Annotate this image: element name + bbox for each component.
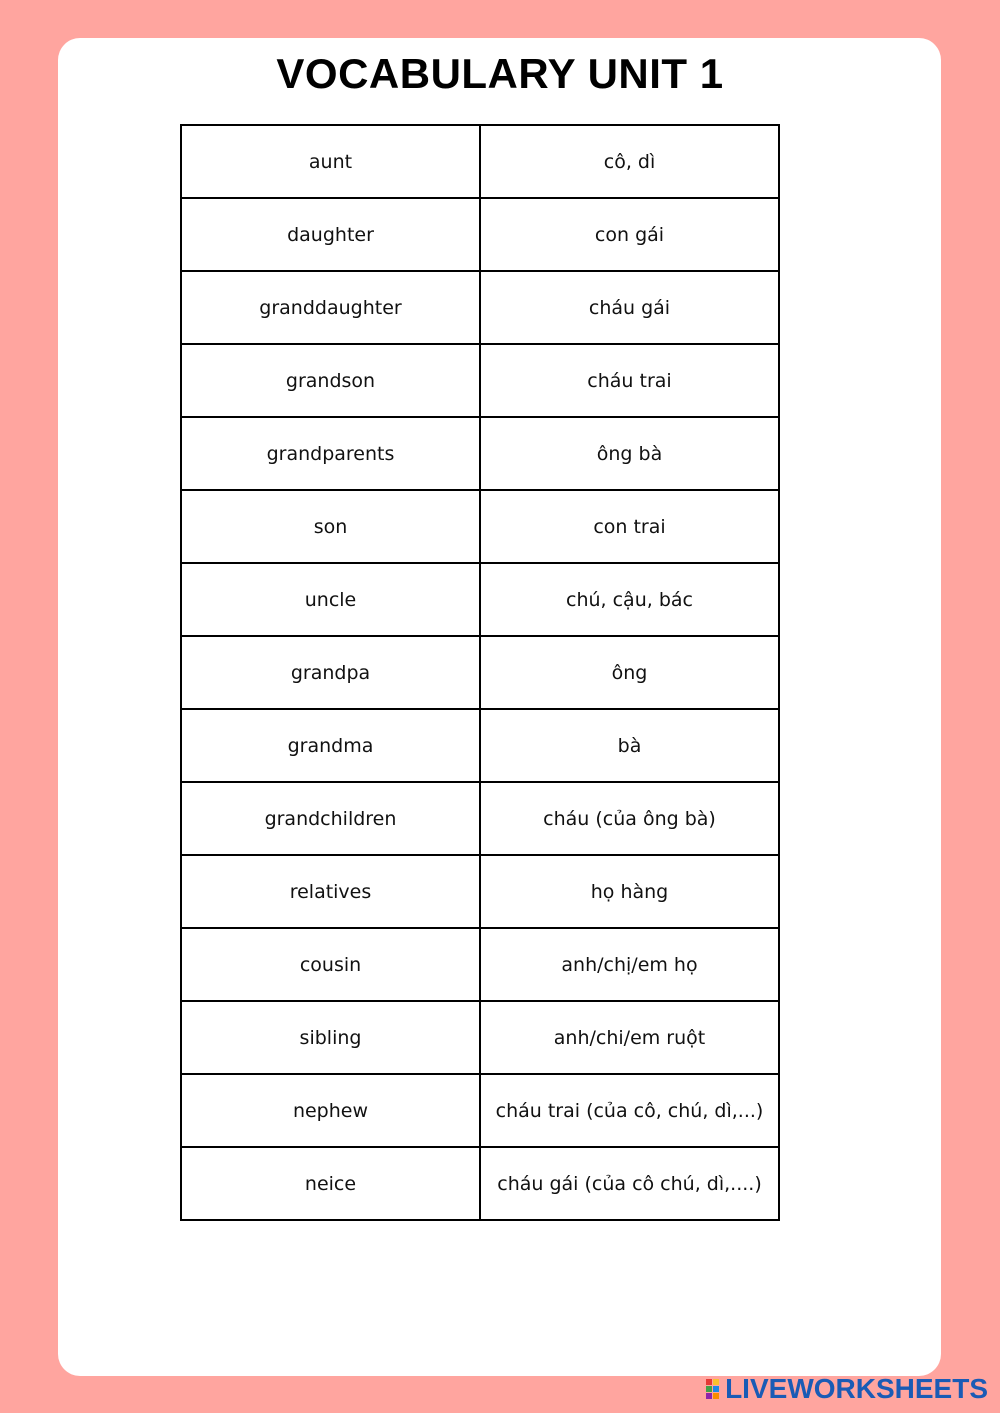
page-title: VOCABULARY UNIT 1 (276, 50, 724, 97)
english-word-cell: sibling (181, 1001, 480, 1074)
logo-square (713, 1393, 719, 1399)
english-word-cell: grandpa (181, 636, 480, 709)
liveworksheets-logo-icon (706, 1379, 719, 1399)
vietnamese-meaning-cell: anh/chi/em ruột (480, 1001, 779, 1074)
logo-square (706, 1386, 712, 1392)
logo-square (706, 1393, 712, 1399)
table-row (181, 928, 779, 1001)
brand-name: LIVEWORKSHEETS (725, 1373, 988, 1404)
table-row (181, 709, 779, 782)
table-row (181, 490, 779, 563)
vietnamese-meaning-cell: cô, dì (480, 125, 779, 198)
vietnamese-meaning-cell: cháu gái (của cô chú, dì,....) (480, 1147, 779, 1220)
table-row (181, 1001, 779, 1074)
english-word-cell: grandchildren (181, 782, 480, 855)
vietnamese-meaning-cell: ông (480, 636, 779, 709)
vietnamese-meaning-cell: bà (480, 709, 779, 782)
table-row (181, 271, 779, 344)
table-row (181, 125, 779, 198)
logo-square (706, 1379, 712, 1385)
english-word-cell: relatives (181, 855, 480, 928)
table-row (181, 1074, 779, 1147)
vietnamese-meaning-cell: anh/chị/em họ (480, 928, 779, 1001)
table-row (181, 636, 779, 709)
english-word-cell: son (181, 490, 480, 563)
vietnamese-meaning-cell: cháu gái (480, 271, 779, 344)
table-row (181, 782, 779, 855)
vietnamese-meaning-cell: ông bà (480, 417, 779, 490)
vietnamese-meaning-cell: chú, cậu, bác (480, 563, 779, 636)
table-row (181, 198, 779, 271)
vietnamese-meaning-cell: cháu trai (480, 344, 779, 417)
table-row (181, 417, 779, 490)
liveworksheets-brand[interactable] (706, 1373, 988, 1405)
vocabulary-table-body (181, 125, 779, 1220)
vietnamese-meaning-cell: con gái (480, 198, 779, 271)
english-word-cell: aunt (181, 125, 480, 198)
english-word-cell: neice (181, 1147, 480, 1220)
vocabulary-table (180, 124, 780, 1221)
table-row (181, 855, 779, 928)
vietnamese-meaning-cell: cháu (của ông bà) (480, 782, 779, 855)
english-word-cell: uncle (181, 563, 480, 636)
table-row (181, 344, 779, 417)
english-word-cell: nephew (181, 1074, 480, 1147)
logo-square (713, 1379, 719, 1385)
english-word-cell: grandparents (181, 417, 480, 490)
table-row (181, 1147, 779, 1220)
english-word-cell: grandma (181, 709, 480, 782)
vietnamese-meaning-cell: họ hàng (480, 855, 779, 928)
english-word-cell: cousin (181, 928, 480, 1001)
english-word-cell: daughter (181, 198, 480, 271)
vietnamese-meaning-cell: con trai (480, 490, 779, 563)
table-row (181, 563, 779, 636)
english-word-cell: grandson (181, 344, 480, 417)
logo-square (713, 1386, 719, 1392)
vietnamese-meaning-cell: cháu trai (của cô, chú, dì,...) (480, 1074, 779, 1147)
english-word-cell: granddaughter (181, 271, 480, 344)
